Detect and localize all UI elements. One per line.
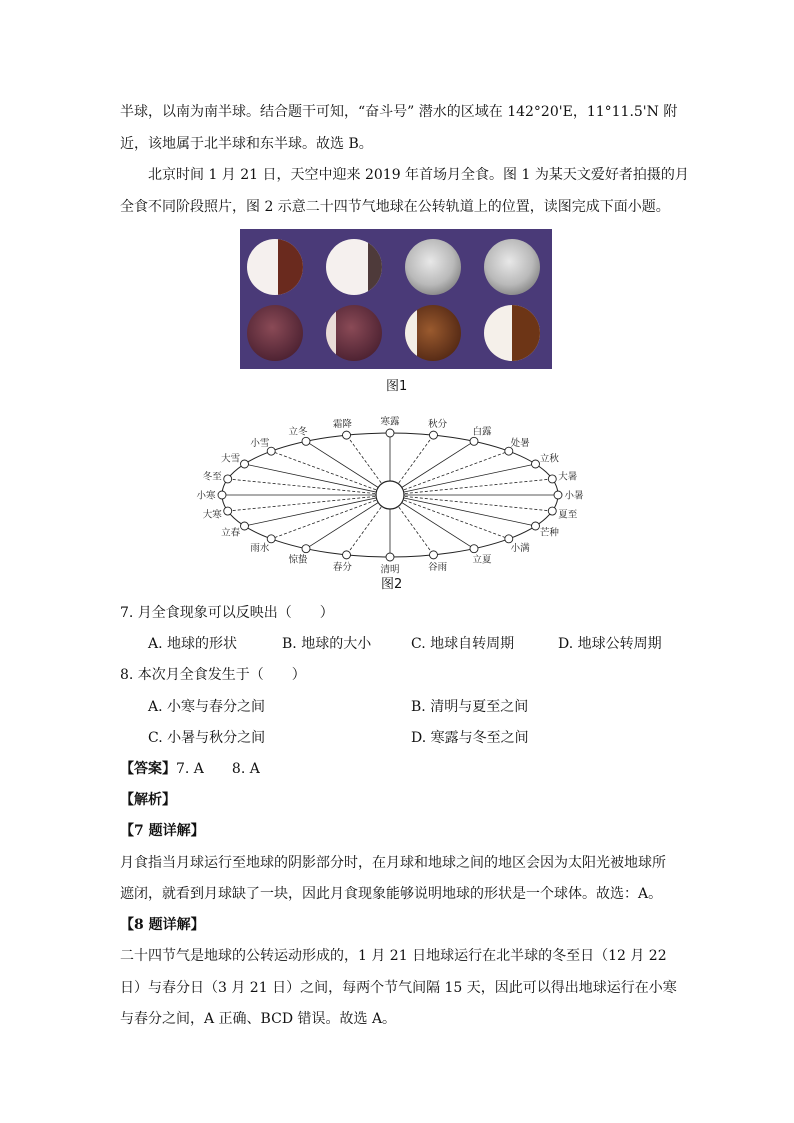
- solar-terms-orbit-diagram: [196, 410, 595, 576]
- paragraph-line: 北京时间 1 月 21 日，天空中迎来 2019 年首场月全食。图 1 为某天文爱好者拍摄的月: [148, 167, 689, 183]
- term-point: [343, 431, 351, 439]
- spoke-line: [390, 495, 552, 511]
- term-label: 立秋: [539, 453, 559, 465]
- spoke-line: [390, 495, 474, 549]
- term-label: 小雪: [250, 438, 270, 450]
- spoke-line: [228, 495, 390, 511]
- spoke-line: [245, 464, 390, 495]
- term-point: [554, 491, 562, 499]
- term-label: 秋分: [428, 419, 448, 431]
- spoke-line: [390, 495, 535, 526]
- term-label: 处暑: [510, 438, 530, 450]
- term-point: [429, 551, 437, 559]
- moon-phase-4: [484, 239, 540, 295]
- term-point: [302, 545, 310, 553]
- answer-line: [120, 759, 260, 779]
- spoke-line: [228, 479, 390, 495]
- q7-option-c: C. 地球自转周期: [411, 636, 515, 652]
- spoke-line: [306, 441, 390, 495]
- moon-phase-5: [247, 305, 303, 361]
- term-point: [470, 545, 478, 553]
- term-point: [241, 460, 249, 468]
- q7-option-b: B. 地球的大小: [282, 636, 372, 652]
- spoke-line: [306, 495, 390, 549]
- term-label: 雨水: [250, 542, 270, 554]
- answer-label: 【答案】: [120, 761, 176, 777]
- q7-option-d: D. 地球公转周期: [558, 636, 662, 652]
- term-label: 春分: [332, 561, 352, 573]
- paragraph-line: 近，该地属于北半球和东半球。故选 B。: [120, 136, 373, 152]
- term-label: 大暑: [558, 471, 578, 483]
- term-label: 冬至: [202, 471, 222, 483]
- moon-phase-3: [405, 239, 461, 295]
- q7-option-a: A. 地球的形状: [148, 636, 238, 652]
- term-point: [218, 491, 226, 499]
- q8-detail-line: 二十四节气是地球的公转运动形成的，1 月 21 日地球运行在北半球的冬至日（12 月 22: [120, 948, 667, 964]
- term-point: [386, 553, 394, 561]
- term-point: [302, 437, 310, 445]
- term-label: 霜降: [332, 419, 352, 431]
- term-point: [241, 522, 249, 530]
- answer-value: 7. A 8. A: [176, 761, 260, 777]
- term-point: [548, 507, 556, 515]
- term-label: 芒种: [539, 527, 559, 539]
- q7-detail-line: 月食指当月球运行至地球的阴影部分时，在月球和地球之间的地区会因为太阳光被地球所: [120, 855, 666, 871]
- question-7-stem: 7. 月全食现象可以反映出（ ）: [120, 605, 334, 621]
- paragraph-line: 半球，以南为南半球。结合题干可知，“奋斗号” 潜水的区域在 142°20'E，11°11.5'N 附: [120, 104, 678, 120]
- sun: [376, 481, 404, 509]
- term-point: [505, 535, 513, 543]
- spoke-line: [245, 495, 390, 526]
- q8-detail-line: 日）与春分日（3 月 21 日）之间，每两个节气间隔 15 天，因此可以得出地球运行在小寒: [120, 980, 677, 996]
- spoke-line: [390, 464, 535, 495]
- q7-detail-line: 遮闭，就看到月球缺了一块，因此月食现象能够说明地球的形状是一个球体。故选：A。: [120, 886, 663, 902]
- term-point: [224, 507, 232, 515]
- term-point: [531, 522, 539, 530]
- term-label: 惊蛰: [288, 554, 308, 566]
- term-label: 谷雨: [428, 561, 448, 573]
- term-point: [470, 437, 478, 445]
- term-label: 寒露: [380, 416, 400, 428]
- term-point: [531, 460, 539, 468]
- figure-2-caption: 图2: [381, 577, 403, 592]
- term-point: [267, 535, 275, 543]
- term-label: 小暑: [564, 490, 584, 502]
- q8-detail-line: 与春分之间，A 正确、BCD 错误。故选 A。: [120, 1011, 397, 1027]
- q8-option-b: B. 清明与夏至之间: [411, 699, 529, 715]
- term-point: [386, 429, 394, 437]
- term-point: [429, 431, 437, 439]
- spoke-line: [390, 441, 474, 495]
- lunar-eclipse-photos: [240, 229, 552, 369]
- term-label: 小寒: [196, 490, 216, 502]
- paragraph-line: 全食不同阶段照片，图 2 示意二十四节气地球在公转轨道上的位置，读图完成下面小题。: [120, 199, 670, 215]
- q8-option-c: C. 小暑与秋分之间: [148, 730, 266, 746]
- term-point: [224, 475, 232, 483]
- question-8-stem: 8. 本次月全食发生于（ ）: [120, 667, 306, 683]
- q8-option-d: D. 寒露与冬至之间: [411, 730, 529, 746]
- term-point: [548, 475, 556, 483]
- q8-detail-label: 【8 题详解】: [120, 917, 205, 933]
- q8-option-a: A. 小寒与春分之间: [148, 699, 266, 715]
- term-label: 立夏: [472, 554, 492, 566]
- term-label: 小满: [510, 542, 530, 554]
- term-label: 立冬: [288, 426, 308, 438]
- term-label: 立春: [221, 527, 241, 539]
- spoke-line: [390, 479, 552, 495]
- term-point: [343, 551, 351, 559]
- figure-1-caption: 图1: [386, 379, 408, 394]
- term-label: 清明: [380, 564, 400, 576]
- term-label: 大寒: [202, 509, 222, 521]
- term-label: 大雪: [221, 453, 241, 465]
- term-label: 白露: [472, 426, 492, 438]
- q7-detail-label: 【7 题详解】: [120, 823, 205, 839]
- term-label: 夏至: [558, 509, 578, 521]
- analysis-label: 【解析】: [120, 792, 176, 808]
